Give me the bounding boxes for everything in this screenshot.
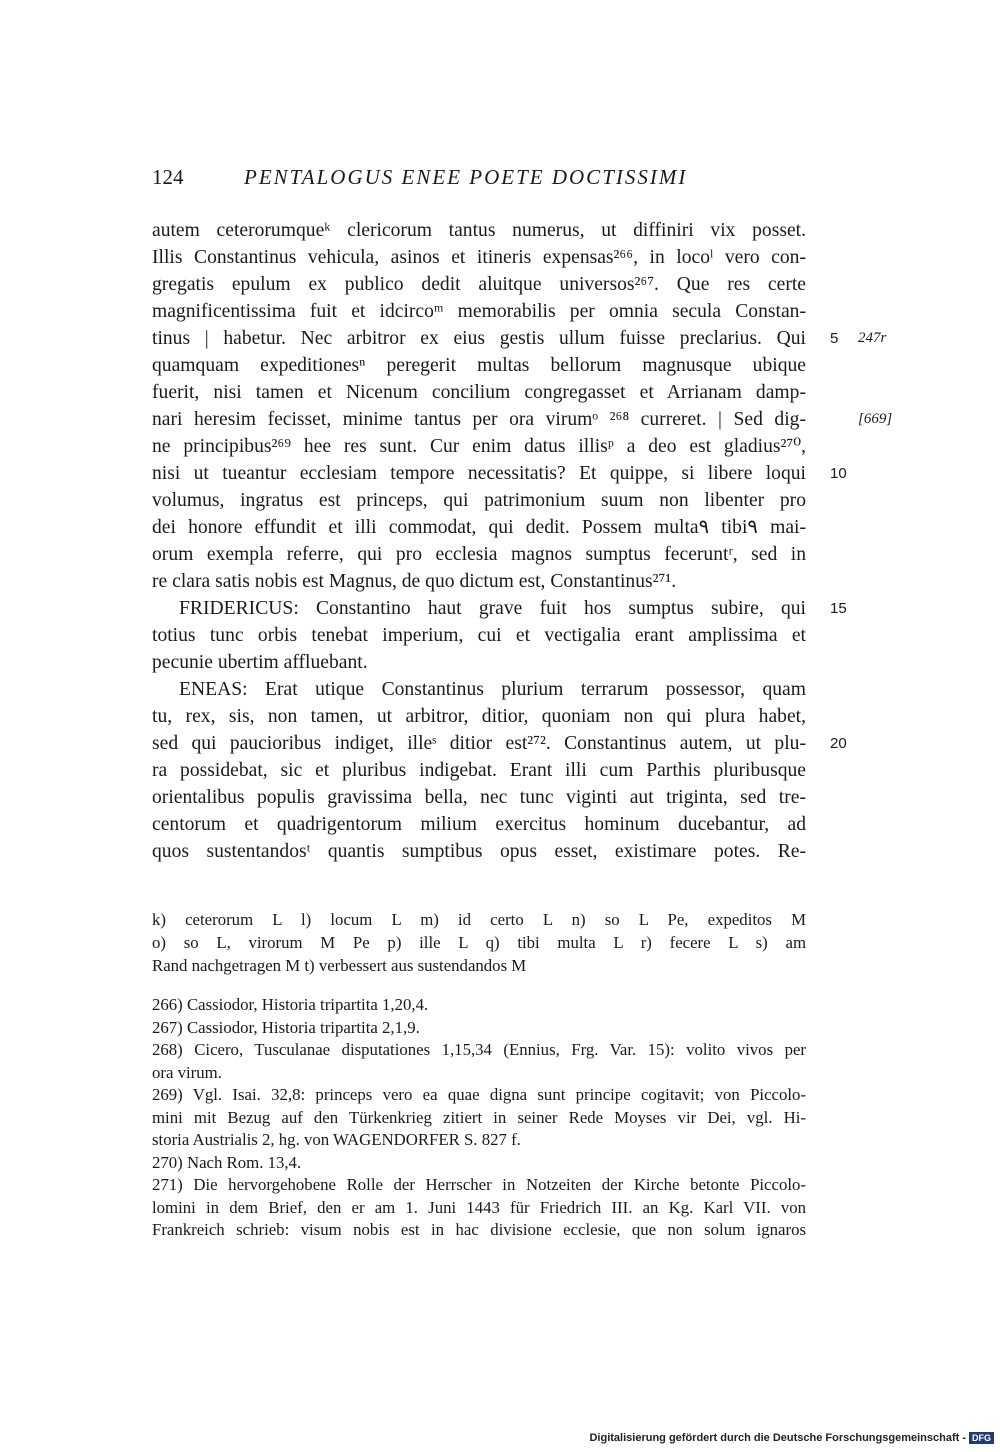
line-text: FRIDERICUS: Constantino haut grave fuit hos sumptus subire, qui xyxy=(179,598,806,619)
page-number: 124 xyxy=(152,165,184,189)
line-text: fuerit, nisi tamen et Nicenum concilium congregasset et Arrianam damp- xyxy=(152,382,806,403)
text-line xyxy=(152,676,806,703)
apparatus-line: k) ceterorum L l) locum L m) id certo L n) so L Pe, expeditos M xyxy=(152,910,806,929)
text-line xyxy=(152,433,806,460)
digitization-footer xyxy=(589,1432,994,1444)
apparatus-line: Rand nachgetragen M t) verbessert aus sustendandos M xyxy=(152,956,527,975)
line-text: ENEAS: Erat utique Constantinus plurium terrarum possessor, quam xyxy=(179,679,806,700)
dfg-logo: DFG xyxy=(969,1432,994,1444)
footnote-line: 271) Die hervorgehobene Rolle der Herrscher in Notzeiten der Kirche betonte Piccolo- xyxy=(152,1175,806,1194)
line-text: totius tunc orbis tenebat imperium, cui et vectigalia erant amplissima et xyxy=(152,625,806,646)
line-text: ne principibus²⁶⁹ hee res sunt. Cur enim datus illisᵖ a deo est gladius²⁷⁰, xyxy=(152,436,806,457)
line-text: pecunie ubertim affluebant. xyxy=(152,652,368,673)
text-line xyxy=(152,514,806,541)
text-line xyxy=(152,730,847,757)
line-text: tu, rex, sis, non tamen, ut arbitror, ditior, quoniam non qui plura habet, xyxy=(152,706,806,727)
footnote-line: mini mit Bezug auf den Türkenkrieg zitiert in seiner Rede Moyses vir Dei, vgl. Hi- xyxy=(152,1107,806,1127)
footnote-line: storia Austrialis 2, hg. von WAGENDORFER S. 827 f. xyxy=(152,1130,521,1149)
running-title: PENTALOGUS ENEE POETE DOCTISSIMI xyxy=(244,165,688,189)
text-line xyxy=(152,352,806,379)
line-number: 20 xyxy=(830,735,847,752)
main-text xyxy=(152,217,893,865)
line-text: quamquam expeditionesⁿ peregerit multas bellorum magnusque ubique xyxy=(152,355,806,376)
line-text: Illis Constantinus vehicula, asinos et itineris expensas²⁶⁶, in locoˡ vero con- xyxy=(152,247,806,268)
margin-reference: [669] xyxy=(858,411,893,427)
line-text: magnificentissima fuit et idcircoᵐ memorabilis per omnia secula Constan- xyxy=(152,301,806,322)
text-line xyxy=(152,217,806,244)
footnote-line: lomini in dem Brief, den er am 1. Juni 1443 für Friedrich III. an Kg. Karl VII. von xyxy=(152,1197,806,1217)
line-text: dei honore effundit et illi commodat, qui dedit. Possem multa۹ tibi۹ mai- xyxy=(152,517,806,538)
text-line xyxy=(152,757,806,784)
text-line xyxy=(152,487,806,514)
text-line xyxy=(152,568,806,595)
margin-reference: 247r xyxy=(858,330,887,346)
line-text: gregatis epulum ex publico dedit aluitque universos²⁶⁷. Que res certe xyxy=(152,274,806,295)
text-line xyxy=(152,244,806,271)
text-line xyxy=(152,784,806,811)
line-text: quos sustentandosᵗ quantis sumptibus opus esset, existimare potes. Re- xyxy=(152,841,806,862)
footnote-line: 270) Nach Rom. 13,4. xyxy=(152,1152,302,1172)
line-text: autem ceterorumqueᵏ clericorum tantus numerus, ut diffiniri vix posset. xyxy=(152,220,806,241)
line-text: orum exempla referre, qui pro ecclesia magnos sumptus feceruntʳ, sed in xyxy=(152,544,806,565)
line-number: 15 xyxy=(830,600,847,617)
line-text: ra possidebat, sic et pluribus indigebat. Erant illi cum Parthis pluribusque xyxy=(152,760,806,781)
line-text: volumus, ingratus est princeps, qui patrimonium suum non libenter pro xyxy=(152,490,806,511)
footnote-line: 266) Cassiodor, Historia tripartita 1,20,4. xyxy=(152,995,429,1014)
text-line xyxy=(152,541,806,568)
line-text: nisi ut tueantur ecclesiam tempore necessitatis? Et quippe, si libere loqui xyxy=(152,463,806,484)
text-line xyxy=(152,271,806,298)
text-line xyxy=(152,649,806,676)
line-text: centorum et quadrigentorum milium exercitus hominum ducebantur, ad xyxy=(152,814,806,835)
line-text: sed qui paucioribus indiget, illeˢ ditior est²⁷². Constantinus autem, ut plu- xyxy=(152,733,806,754)
text-line xyxy=(152,595,847,622)
text-line xyxy=(152,325,887,352)
line-text: re clara satis nobis est Magnus, de quo dictum est, Constantinus²⁷¹. xyxy=(152,571,677,592)
footnote-line: ora virum. xyxy=(152,1062,222,1082)
text-line xyxy=(152,703,806,730)
footnotes xyxy=(152,994,806,1242)
footnote-line: 267) Cassiodor, Historia tripartita 2,1,9. xyxy=(152,1017,420,1037)
line-text: tinus | habetur. Nec arbitror ex eius gestis ullum fuisse preclarius. Qui xyxy=(152,328,806,349)
text-line xyxy=(152,298,806,325)
text-line xyxy=(152,622,806,649)
footnote-line: 268) Cicero, Tusculanae disputationes 1,15,34 (Ennius, Frg. Var. 15): volito vivos per xyxy=(152,1040,806,1059)
page-header xyxy=(152,165,812,195)
critical-apparatus xyxy=(152,908,806,977)
line-text: orientalibus populis gravissima bella, nec tunc viginti aut triginta, sed tre- xyxy=(152,787,806,808)
line-number: 10 xyxy=(830,465,847,482)
footnote-line: 269) Vgl. Isai. 32,8: princeps vero ea quae digna sunt principe cogitavit; von Piccolo- xyxy=(152,1085,806,1104)
footnote-line: Frankreich schrieb: visum nobis est in hac divisione ecclesie, que non solum ignaros xyxy=(152,1220,806,1239)
line-number: 5 xyxy=(830,330,839,347)
text-line xyxy=(152,838,806,865)
text-line xyxy=(152,460,847,487)
text-line xyxy=(152,406,893,433)
text-line xyxy=(152,811,806,838)
text-line xyxy=(152,379,806,406)
apparatus-line: o) so L, virorum M Pe p) ille L q) tibi multa L r) fecere L s) am xyxy=(152,933,806,952)
footer-text: Digitalisierung gefördert durch die Deutsche Forschungsgemeinschaft - xyxy=(589,1432,966,1444)
line-text: nari heresim fecisset, minime tantus per ora virumᵒ ²⁶⁸ curreret. | Sed dig- xyxy=(152,409,806,430)
